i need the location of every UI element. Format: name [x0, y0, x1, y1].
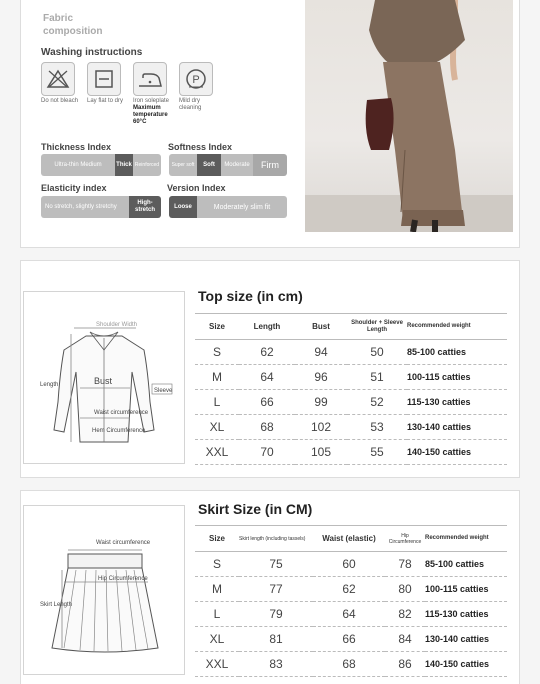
table-cell: 85-100 catties	[425, 552, 507, 577]
table-row	[195, 365, 507, 390]
table-cell: M	[195, 365, 239, 390]
table-cell: 102	[295, 415, 347, 440]
wash-label: Do not bleach	[41, 98, 79, 104]
table-cell: 77	[239, 577, 313, 602]
col-length: Length	[239, 314, 295, 340]
col-bust: Bust	[295, 314, 347, 340]
skirt-size-title: Skirt Size (in CM)	[198, 501, 313, 517]
table-cell: 70	[239, 440, 295, 465]
table-cell: 62	[313, 577, 385, 602]
table-cell: 68	[313, 652, 385, 677]
table-cell: 96	[295, 365, 347, 390]
table-cell: S	[195, 552, 239, 577]
version-seg: Moderately slim fit	[197, 196, 287, 218]
table-row	[195, 390, 507, 415]
table-cell: XXL	[195, 652, 239, 677]
table-cell: 80	[385, 577, 425, 602]
top-size-table	[195, 313, 507, 465]
col-recommended-weight: Recommended weight	[425, 526, 507, 552]
col-hip: Hip Circumference	[385, 526, 425, 552]
col-size: Size	[195, 526, 239, 552]
table-cell: 94	[295, 340, 347, 365]
version-index-bar	[169, 196, 287, 218]
wash-item-dry-clean	[179, 62, 215, 126]
table-row	[195, 415, 507, 440]
elasticity-index-title: Elasticity index	[41, 183, 107, 193]
svg-text:P: P	[192, 74, 200, 86]
table-cell: 86	[385, 652, 425, 677]
wash-item-iron	[133, 62, 169, 126]
table-cell: L	[195, 390, 239, 415]
elasticity-seg-selected: High-stretch	[129, 196, 161, 218]
table-cell: 66	[313, 627, 385, 652]
col-size: Size	[195, 314, 239, 340]
hem-circumference-label: Hem Circumference	[92, 428, 146, 434]
table-cell: 82	[385, 602, 425, 627]
hip-circumference-label: Hip Circumference	[98, 576, 148, 582]
softness-seg: Firm	[253, 154, 287, 176]
skirt-size-diagram	[23, 505, 185, 675]
thickness-seg: Ultra-thin Medium	[41, 154, 115, 176]
table-cell: XXL	[195, 440, 239, 465]
col-shoulder-sleeve: Shoulder + Sleeve Length	[347, 314, 407, 340]
col-recommended-weight: Recommended weight	[407, 314, 507, 340]
table-cell: S	[195, 340, 239, 365]
no-bleach-icon	[41, 62, 75, 96]
table-cell: 52	[347, 390, 407, 415]
table-cell: 100-115 catties	[425, 577, 507, 602]
table-cell: 79	[239, 602, 313, 627]
wash-label: Mild dry cleaning	[179, 98, 202, 111]
dry-clean-icon	[179, 62, 213, 96]
table-cell: 75	[239, 552, 313, 577]
softness-index-title: Softness Index	[168, 142, 233, 152]
table-row	[195, 652, 507, 677]
wash-item-lay-flat	[87, 62, 123, 126]
table-cell: 78	[385, 552, 425, 577]
table-cell: XL	[195, 627, 239, 652]
table-row	[195, 602, 507, 627]
thickness-seg-selected: Thick	[115, 154, 133, 176]
wash-label: Lay flat to dry	[87, 98, 124, 104]
version-seg-selected: Loose	[169, 196, 197, 218]
waist-circumference-label: Waist circumference	[94, 410, 149, 416]
table-cell: 53	[347, 415, 407, 440]
elasticity-index-bar	[41, 196, 161, 218]
table-cell: 140-150 catties	[407, 440, 507, 465]
table-header-row	[195, 314, 507, 340]
table-cell: XL	[195, 415, 239, 440]
table-cell: 83	[239, 652, 313, 677]
table-cell: 115-130 catties	[425, 602, 507, 627]
thickness-index-bar	[41, 154, 161, 176]
table-cell: 64	[313, 602, 385, 627]
table-row	[195, 577, 507, 602]
waist-label: Waist circumference	[96, 540, 151, 546]
table-cell: 105	[295, 440, 347, 465]
table-cell: 60	[313, 552, 385, 577]
softness-seg: Super soft	[169, 154, 197, 176]
top-size-diagram	[23, 291, 185, 464]
table-cell: 81	[239, 627, 313, 652]
softness-seg-selected: Soft	[197, 154, 221, 176]
table-row	[195, 627, 507, 652]
skirt-length-label: Skirt Length	[40, 602, 73, 608]
table-row	[195, 340, 507, 365]
table-cell: 51	[347, 365, 407, 390]
col-waist: Waist (elastic)	[313, 526, 385, 552]
table-cell: L	[195, 602, 239, 627]
skirt-size-card	[20, 490, 520, 684]
thickness-index-title: Thickness Index	[41, 142, 112, 152]
table-header-row	[195, 526, 507, 552]
top-size-title: Top size (in cm)	[198, 288, 303, 304]
skirt-size-table	[195, 525, 507, 677]
table-cell: 140-150 catties	[425, 652, 507, 677]
iron-icon	[133, 62, 167, 96]
elasticity-seg: No stretch, slightly stretchy	[41, 196, 129, 218]
table-cell: 64	[239, 365, 295, 390]
table-cell: 55	[347, 440, 407, 465]
table-cell: 115-130 catties	[407, 390, 507, 415]
table-cell: 84	[385, 627, 425, 652]
table-cell: M	[195, 577, 239, 602]
col-skirt-length: Skirt length (including tassels)	[239, 526, 313, 552]
table-cell: 130-140 catties	[425, 627, 507, 652]
washing-icons-row	[41, 62, 215, 126]
table-cell: 130-140 catties	[407, 415, 507, 440]
washing-instructions-title: Washing instructions	[41, 47, 143, 58]
wash-label: Iron soleplate Maximum temperature 60°C	[133, 98, 170, 125]
table-cell: 99	[295, 390, 347, 415]
table-cell: 100-115 catties	[407, 365, 507, 390]
sleeve-label: Sleeve	[154, 388, 173, 394]
thickness-seg: Reinforced	[133, 154, 161, 176]
table-cell: 62	[239, 340, 295, 365]
wash-item-no-bleach	[41, 62, 77, 126]
lay-flat-icon	[87, 62, 121, 96]
table-row	[195, 440, 507, 465]
table-row	[195, 552, 507, 577]
table-cell: 85-100 catties	[407, 340, 507, 365]
version-index-title: Version Index	[167, 183, 226, 193]
shoulder-width-label: Shoulder Width	[96, 322, 138, 328]
top-size-card	[20, 260, 520, 478]
table-cell: 50	[347, 340, 407, 365]
softness-seg: Moderate	[221, 154, 253, 176]
table-cell: 68	[239, 415, 295, 440]
length-label: Length	[40, 382, 59, 388]
table-cell: 66	[239, 390, 295, 415]
fabric-composition-label: Fabric composition	[43, 13, 103, 37]
softness-index-bar	[169, 154, 287, 176]
model-photo	[305, 0, 513, 232]
bust-label: Bust	[94, 376, 113, 386]
fabric-care-card	[20, 0, 520, 248]
